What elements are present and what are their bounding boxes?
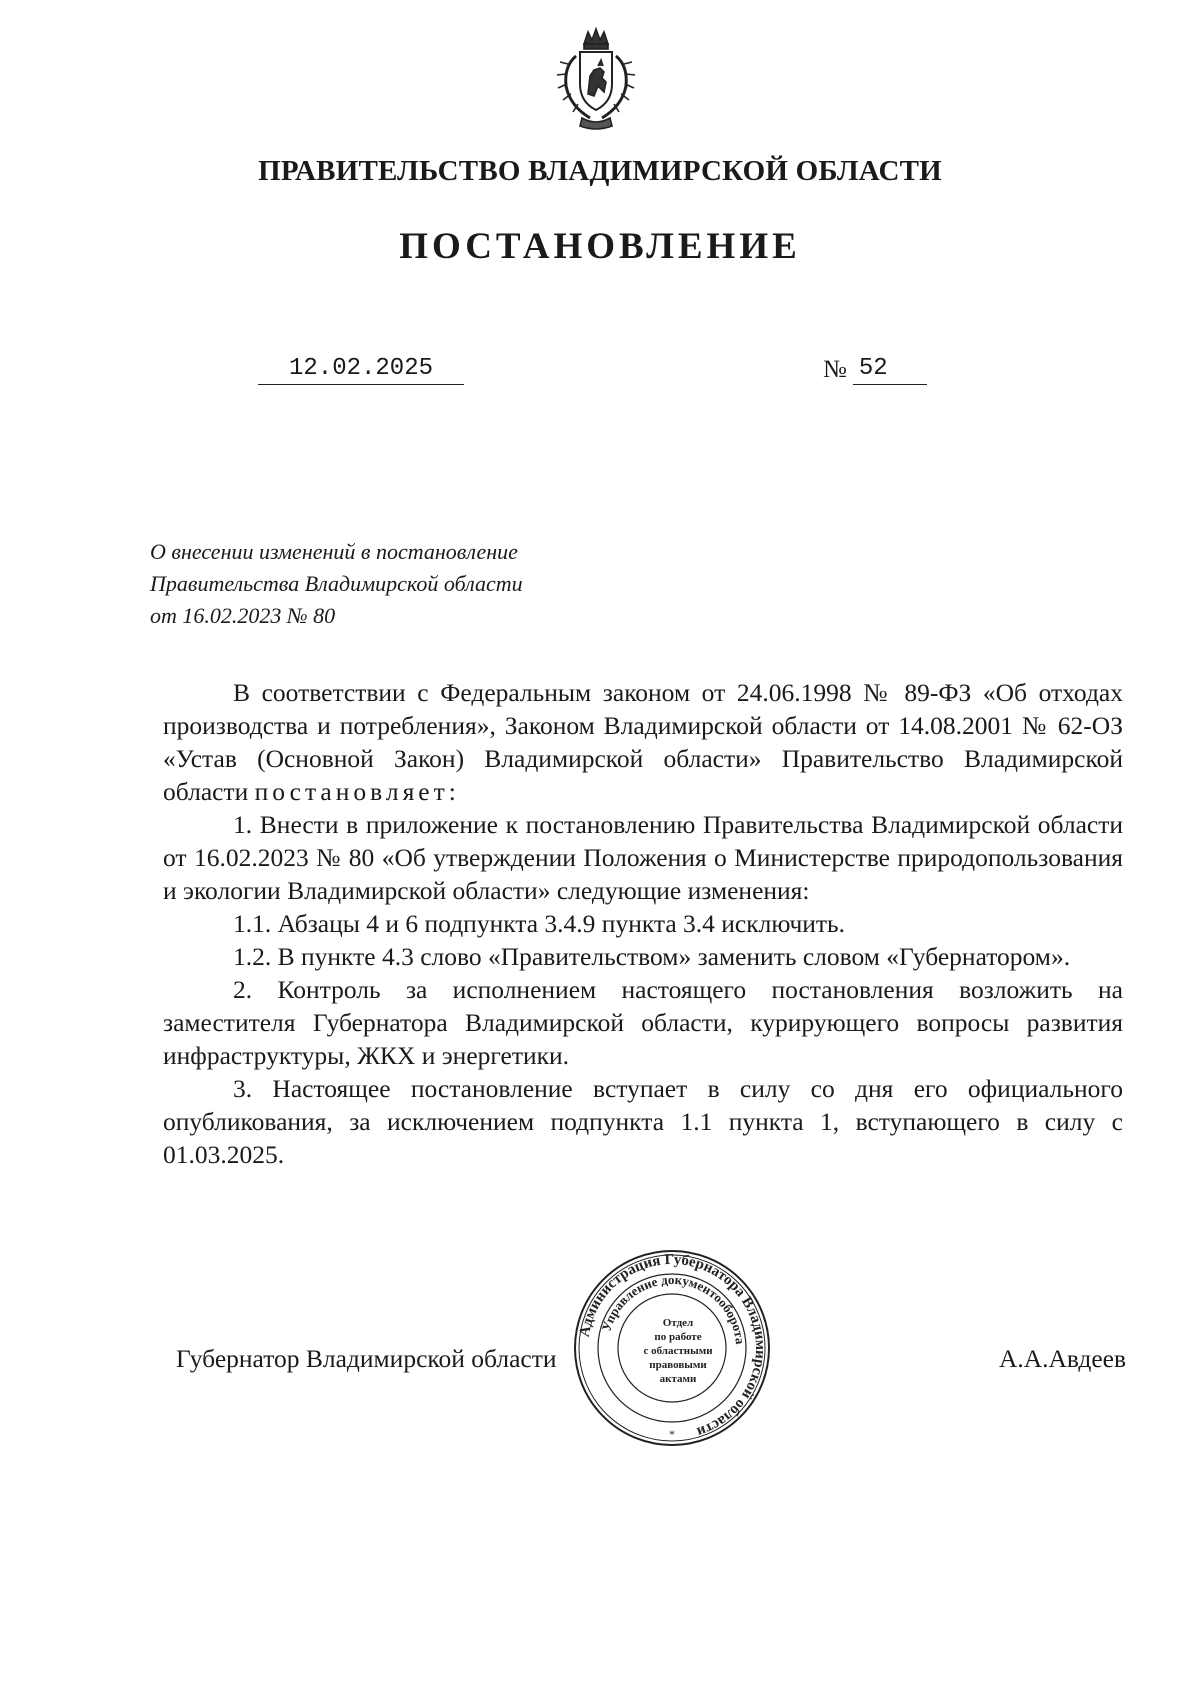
paragraph-1-1: 1.1. Абзацы 4 и 6 подпункта 3.4.9 пункта 3.4 исключить. (233, 909, 846, 938)
stamp-inner-line: по работе (654, 1331, 702, 1343)
number-value: 52 (853, 354, 927, 385)
subject-line: Правительства Владимирской области (150, 571, 523, 596)
document-date: 12.02.2025 (258, 354, 464, 385)
signatory-title: Губернатор Владимирской области (176, 1344, 557, 1373)
paragraph-3: 3. Настоящее постановление вступает в силу со дня его официального опубликования, за исключением подпункта 1.1 пункта 1, вступающего в силу с 01.03.2025. (163, 1074, 1123, 1169)
stamp-inner-line: правовыми (649, 1359, 707, 1371)
intro-paragraph (163, 676, 1123, 808)
svg-text:*: * (669, 1427, 675, 1441)
paragraph-1: 1. Внести в приложение к постановлению Правительства Владимирской области от 16.02.2023 № 80 «Об утверждении Положения о Министерстве природопользования и экологии Владимирской области» следующие изменения: (163, 810, 1123, 905)
document-type-title: ПОСТАНОВЛЕНИЕ (399, 226, 801, 267)
organization-name: ПРАВИТЕЛЬСТВО ВЛАДИМИРСКОЙ ОБЛАСТИ (258, 155, 942, 187)
intro-text: В соответствии с Федеральным законом от 24.06.1998 № 89-ФЗ «Об отходах производства и потребления», Законом Владимирской области от 14.08.2001 № 62-ОЗ «Устав (Основной Закон) Владимирской области» Правительство Владимирской области (163, 678, 1123, 806)
stamp-inner-line: Отдел (662, 1317, 694, 1329)
subject-line: от 16.02.2023 № 80 (150, 603, 336, 628)
intro-verb: постановляет: (254, 777, 460, 806)
paragraph-1-2: 1.2. В пункте 4.3 слово «Правительством» заменить словом «Губернатором». (233, 942, 1071, 971)
document-subject (150, 536, 710, 632)
stamp-middle-text: Управление документооборота (598, 1271, 748, 1345)
stamp-inner-text (640, 1316, 716, 1386)
number-sign: № (823, 356, 847, 383)
paragraph-2: 2. Контроль за исполнением настоящего постановления возложить на заместителя Губернатора Владимирской области, курирующего вопросы развития инфраструктуры, ЖКХ и энергетики. (163, 975, 1123, 1070)
subject-line: О внесении изменений в постановление (150, 539, 518, 564)
document-body (163, 676, 1123, 1171)
document-number (823, 354, 927, 385)
stamp-inner-line: с областными (643, 1345, 713, 1357)
coat-of-arms-emblem (546, 26, 646, 132)
signatory-name: А.А.Авдеев (998, 1344, 1126, 1373)
stamp-outer-text: Администрация Губернатора Владимирской области (576, 1251, 769, 1440)
stamp-inner-line: актами (659, 1373, 697, 1385)
